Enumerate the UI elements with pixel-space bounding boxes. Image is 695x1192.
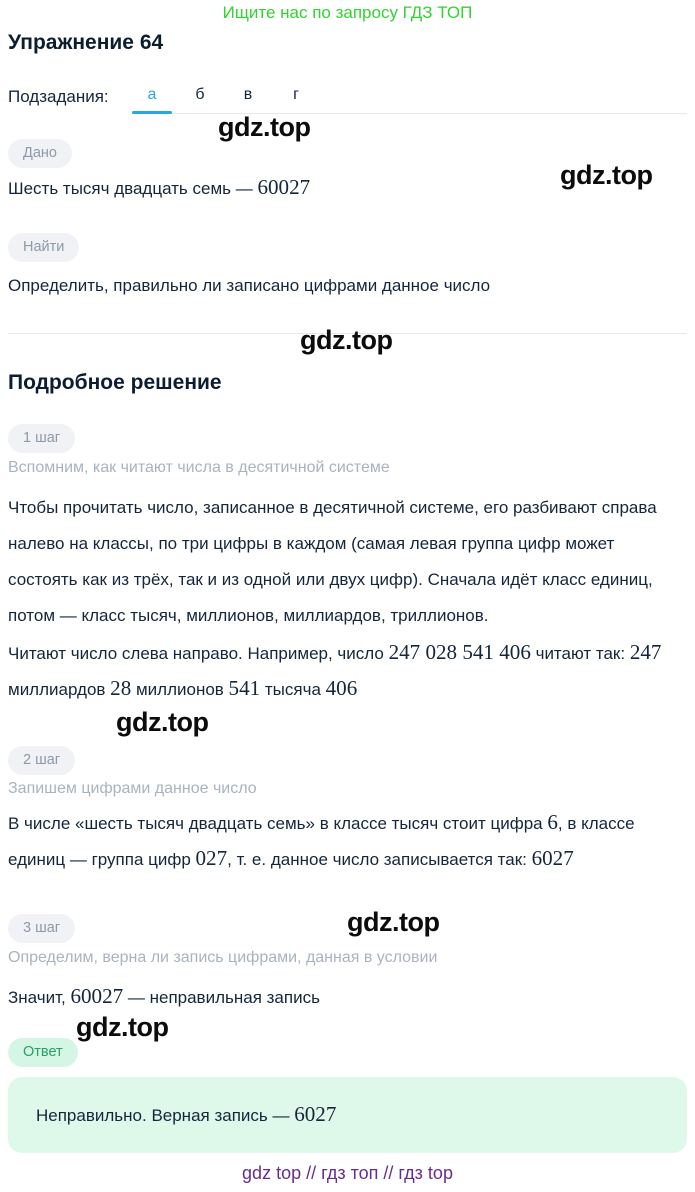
given-text: Шесть тысяч двадцать семь — 60027	[8, 175, 311, 199]
step2-subtitle: Запишем цифрами данное число	[8, 780, 257, 797]
step1-paragraph-2: Читают число слева направо. Например, число 247 028 541 406 читают так: 247 миллиардов 28 миллионов 541 тысяча 406	[8, 640, 662, 700]
step1-subtitle: Вспомним, как читают числа в десятичной системе	[8, 459, 390, 476]
tab-subtask-g[interactable]: г	[293, 86, 299, 103]
watermark: gdz.top	[116, 707, 209, 737]
step3-paragraph-1: Значит, 60027 — неправильная запись	[8, 984, 320, 1008]
given-badge: Дано	[8, 139, 72, 168]
tab-subtask-a[interactable]: а	[147, 86, 157, 103]
subtasks-label: Подзадания:	[8, 87, 109, 106]
watermark: gdz.top	[347, 907, 440, 937]
answer-text: Неправильно. Верная запись — 6027	[36, 1102, 337, 1126]
promo-banner: Ищите нас по запросу ГДЗ ТОП	[222, 3, 473, 22]
footer-tags: gdz top // гдз топ // гдз top	[242, 1163, 453, 1183]
tab-subtask-b[interactable]: б	[195, 86, 205, 103]
step3-badge: 3 шаг	[8, 914, 75, 943]
find-text: Определить, правильно ли записано цифрами данное число	[8, 276, 491, 295]
step1-paragraph-1: Чтобы прочитать число, записанное в десятичной системе, его разбивают справа налево на классы, по три цифры в каждом (самая левая группа цифр может состоять как из трёх, так и из одной или двух цифр). Сначала идёт класс единиц, потом — класс тысяч, миллионов, миллиардов, триллионов.	[8, 498, 657, 625]
answer-box	[8, 1077, 687, 1153]
watermark: gdz.top	[76, 1012, 169, 1042]
answer-badge: Ответ	[8, 1038, 78, 1067]
step2-paragraph-1: В числе «шесть тысяч двадцать семь» в классе тысяч стоит цифра 6, в классе единиц — группа цифр 027, т. е. данное число записывается так: 6027	[8, 810, 635, 870]
tabs-divider	[132, 113, 687, 114]
subtask-tabs	[132, 86, 324, 112]
watermark: gdz.top	[560, 160, 653, 190]
step1-badge: 1 шаг	[8, 424, 75, 453]
watermark: gdz.top	[300, 325, 393, 355]
find-badge: Найти	[8, 233, 79, 262]
solution-heading: Подробное решение	[8, 371, 222, 394]
step3-subtitle: Определим, верна ли запись цифрами, данная в условии	[8, 949, 438, 966]
tab-subtask-v[interactable]: в	[243, 86, 253, 103]
step2-badge: 2 шаг	[8, 746, 75, 775]
watermark: gdz.top	[218, 112, 311, 142]
page-title: Упражнение 64	[8, 31, 164, 54]
active-tab-underline	[132, 111, 172, 114]
